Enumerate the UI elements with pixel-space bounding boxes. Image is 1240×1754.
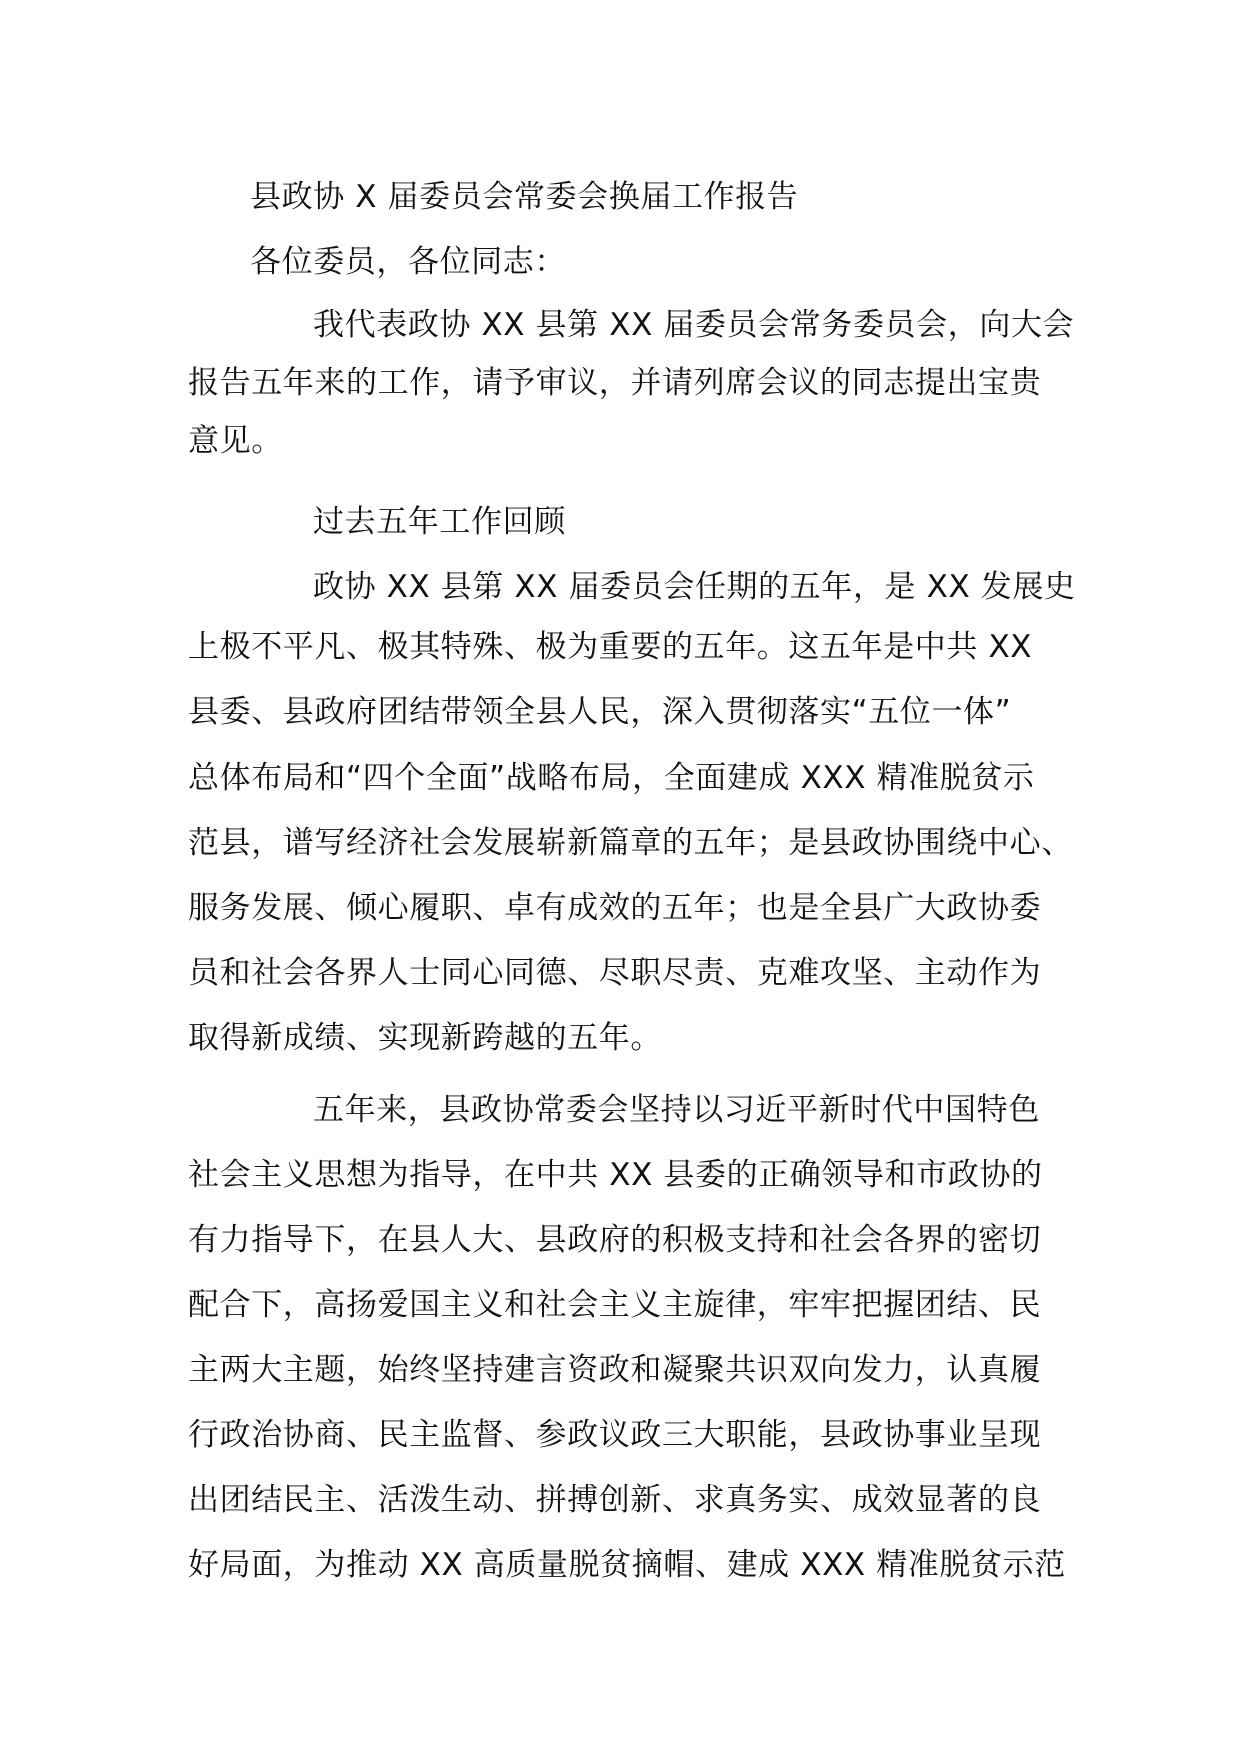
paragraph-3-line: 行政治协商、民主监督、参政议政三大职能，县政协事业呈现	[188, 1417, 1042, 1453]
paragraph-2-line: 取得新成绩、实现新跨越的五年。	[188, 1020, 662, 1056]
paragraph-2-line: 总体布局和“四个全面”战略布局，全面建成 XXX 精准脱贫示	[188, 760, 1035, 796]
paragraph-1-line: 意见。	[188, 423, 283, 459]
paragraph-3-line: 社会主义思想为指导，在中共 XX 县委的正确领导和市政协的	[188, 1157, 1043, 1193]
paragraph-2-line: 上极不平凡、极其特殊、极为重要的五年。这五年是中共 XX	[188, 629, 1033, 665]
paragraph-2-line: 服务发展、倾心履职、卓有成效的五年；也是全县广大政协委	[188, 890, 1042, 926]
paragraph-3-line: 配合下，高扬爱国主义和社会主义主旋律，牢牢把握团结、民	[188, 1287, 1042, 1323]
section-heading: 过去五年工作回顾	[313, 504, 566, 540]
paragraph-3-line: 五年来，县政协常委会坚持以习近平新时代中国特色	[313, 1092, 1040, 1128]
paragraph-1-line: 我代表政协 XX 县第 XX 届委员会常务委员会，向大会	[313, 307, 1075, 343]
paragraph-1-line: 报告五年来的工作，请予审议，并请列席会议的同志提出宝贵	[188, 365, 1042, 401]
document-title: 县政协 X 届委员会常委会换届工作报告	[250, 179, 799, 215]
paragraph-3-line: 出团结民主、活泼生动、拼搏创新、求真务实、成效显著的良	[188, 1482, 1042, 1518]
paragraph-2-line: 县委、县政府团结带领全县人民，深入贯彻落实“五位一体”	[188, 694, 1012, 730]
paragraph-3-line: 好局面，为推动 XX 高质量脱贫摘帽、建成 XXX 精准脱贫示范	[188, 1547, 1066, 1583]
paragraph-3-line: 有力指导下，在县人大、县政府的积极支持和社会各界的密切	[188, 1222, 1042, 1258]
paragraph-2-line: 员和社会各界人士同心同德、尽职尽责、克难攻坚、主动作为	[188, 955, 1042, 991]
paragraph-3-line: 主两大主题，始终坚持建言资政和凝聚共识双向发力，认真履	[188, 1352, 1042, 1388]
paragraph-2-line: 政协 XX 县第 XX 届委员会任期的五年，是 XX 发展史	[313, 569, 1076, 605]
salutation: 各位委员，各位同志：	[250, 244, 566, 280]
paragraph-2-line: 范县，谱写经济社会发展崭新篇章的五年；是县政协围绕中心、	[188, 825, 1073, 861]
